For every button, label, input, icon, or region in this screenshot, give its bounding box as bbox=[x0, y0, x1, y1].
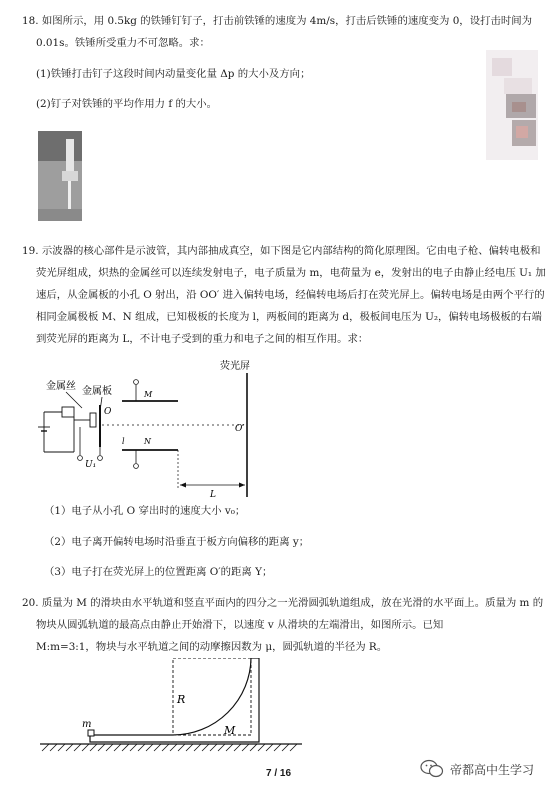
wire-label: 金属丝 bbox=[46, 381, 76, 392]
watermark-text: 帝都高中生学习 bbox=[450, 762, 535, 777]
q20-stem-line2: 物块从圆弧轨道的最高点由静止开始滑下，以速度 v 从滑块的左端滑出，如图所示。已知 bbox=[36, 619, 444, 631]
q18-sub2: (2)钉子对铁锤的平均作用力 f 的大小。 bbox=[36, 98, 218, 110]
slider-track-diagram bbox=[38, 658, 308, 754]
label-M: M bbox=[144, 390, 153, 399]
plate-label: 金属板 bbox=[82, 386, 112, 397]
q19-sub3: （3）电子打在荧光屏上的位置距离 O′的距离 Y； bbox=[44, 566, 273, 578]
q18-stem-line1: 18. 如图所示，用 0.5kg 的铁锤钉钉子，打击前铁锤的速度为 4m/s，打击后铁锤的速度变为 0，设打击时间为 bbox=[22, 15, 533, 27]
oscilloscope-diagram bbox=[30, 355, 270, 505]
q19-sub1: （1）电子从小孔 O 穿出时的速度大小 v₀； bbox=[44, 505, 246, 517]
q19-stem-line4: 相同金属极板 M、N 组成，已知极板的长度为 l，两板间的距离为 d，极板间电压为 U₂，偏转电场极板的右端 bbox=[36, 311, 542, 323]
q18-sub1: (1)铁锤打击钉子这段时间内动量变化量 Δp 的大小及方向； bbox=[36, 68, 311, 80]
q19-sub2: （2）电子离开偏转电场时沿垂直于板方向偏移的距离 y； bbox=[44, 536, 310, 548]
label-O: O bbox=[104, 407, 112, 417]
q19-stem-line5: 到荧光屏的距离为 L，不计电子受到的重力和电子之间的相互作用。求： bbox=[36, 333, 369, 345]
label-M-slider: M bbox=[224, 724, 236, 737]
blurred-region bbox=[486, 50, 538, 160]
page-number: 7 / 16 bbox=[266, 768, 292, 779]
wechat-icon bbox=[420, 759, 444, 779]
label-m: m bbox=[82, 719, 92, 730]
q19-stem-line3: 速后，从金属板的小孔 O 射出，沿 OO′ 进入偏转电场，经偏转电场后打在荧光屏上。偏转电场是由两个平行的 bbox=[36, 289, 545, 301]
watermark bbox=[420, 759, 534, 779]
label-l: l bbox=[122, 437, 125, 446]
q19-stem-line2: 荧光屏组成，炽热的金属丝可以连续发射电子，电子质量为 m，电荷量为 e，发射出的电子由静止经电压 U₁ 加 bbox=[36, 267, 546, 279]
q20-stem-line1: 20. 质量为 M 的滑块由水平轨道和竖直平面内的四分之一光滑圆弧轨道组成，放在光滑的水平面上。质量为 m 的 bbox=[22, 597, 544, 609]
label-R: R bbox=[177, 693, 186, 706]
label-N: N bbox=[144, 437, 151, 446]
hammer-nail-photo bbox=[38, 131, 82, 221]
q20-stem-line3: M:m=3:1，物块与水平轨道之间的动摩擦因数为 μ，圆弧轨道的半径为 R。 bbox=[36, 641, 388, 653]
q18-stem-line2: 0.01s。铁锤所受重力不可忽略。求： bbox=[36, 37, 210, 49]
label-L: L bbox=[210, 490, 216, 500]
label-O-prime: O′ bbox=[235, 424, 245, 434]
screen-label: 荧光屏 bbox=[220, 361, 250, 372]
q19-stem-line1: 19. 示波器的核心部件是示波管，其内部抽成真空，如下图是它内部结构的简化原理图。它由电子枪、偏转电极和 bbox=[22, 245, 541, 257]
label-U1: U₁ bbox=[85, 460, 97, 470]
